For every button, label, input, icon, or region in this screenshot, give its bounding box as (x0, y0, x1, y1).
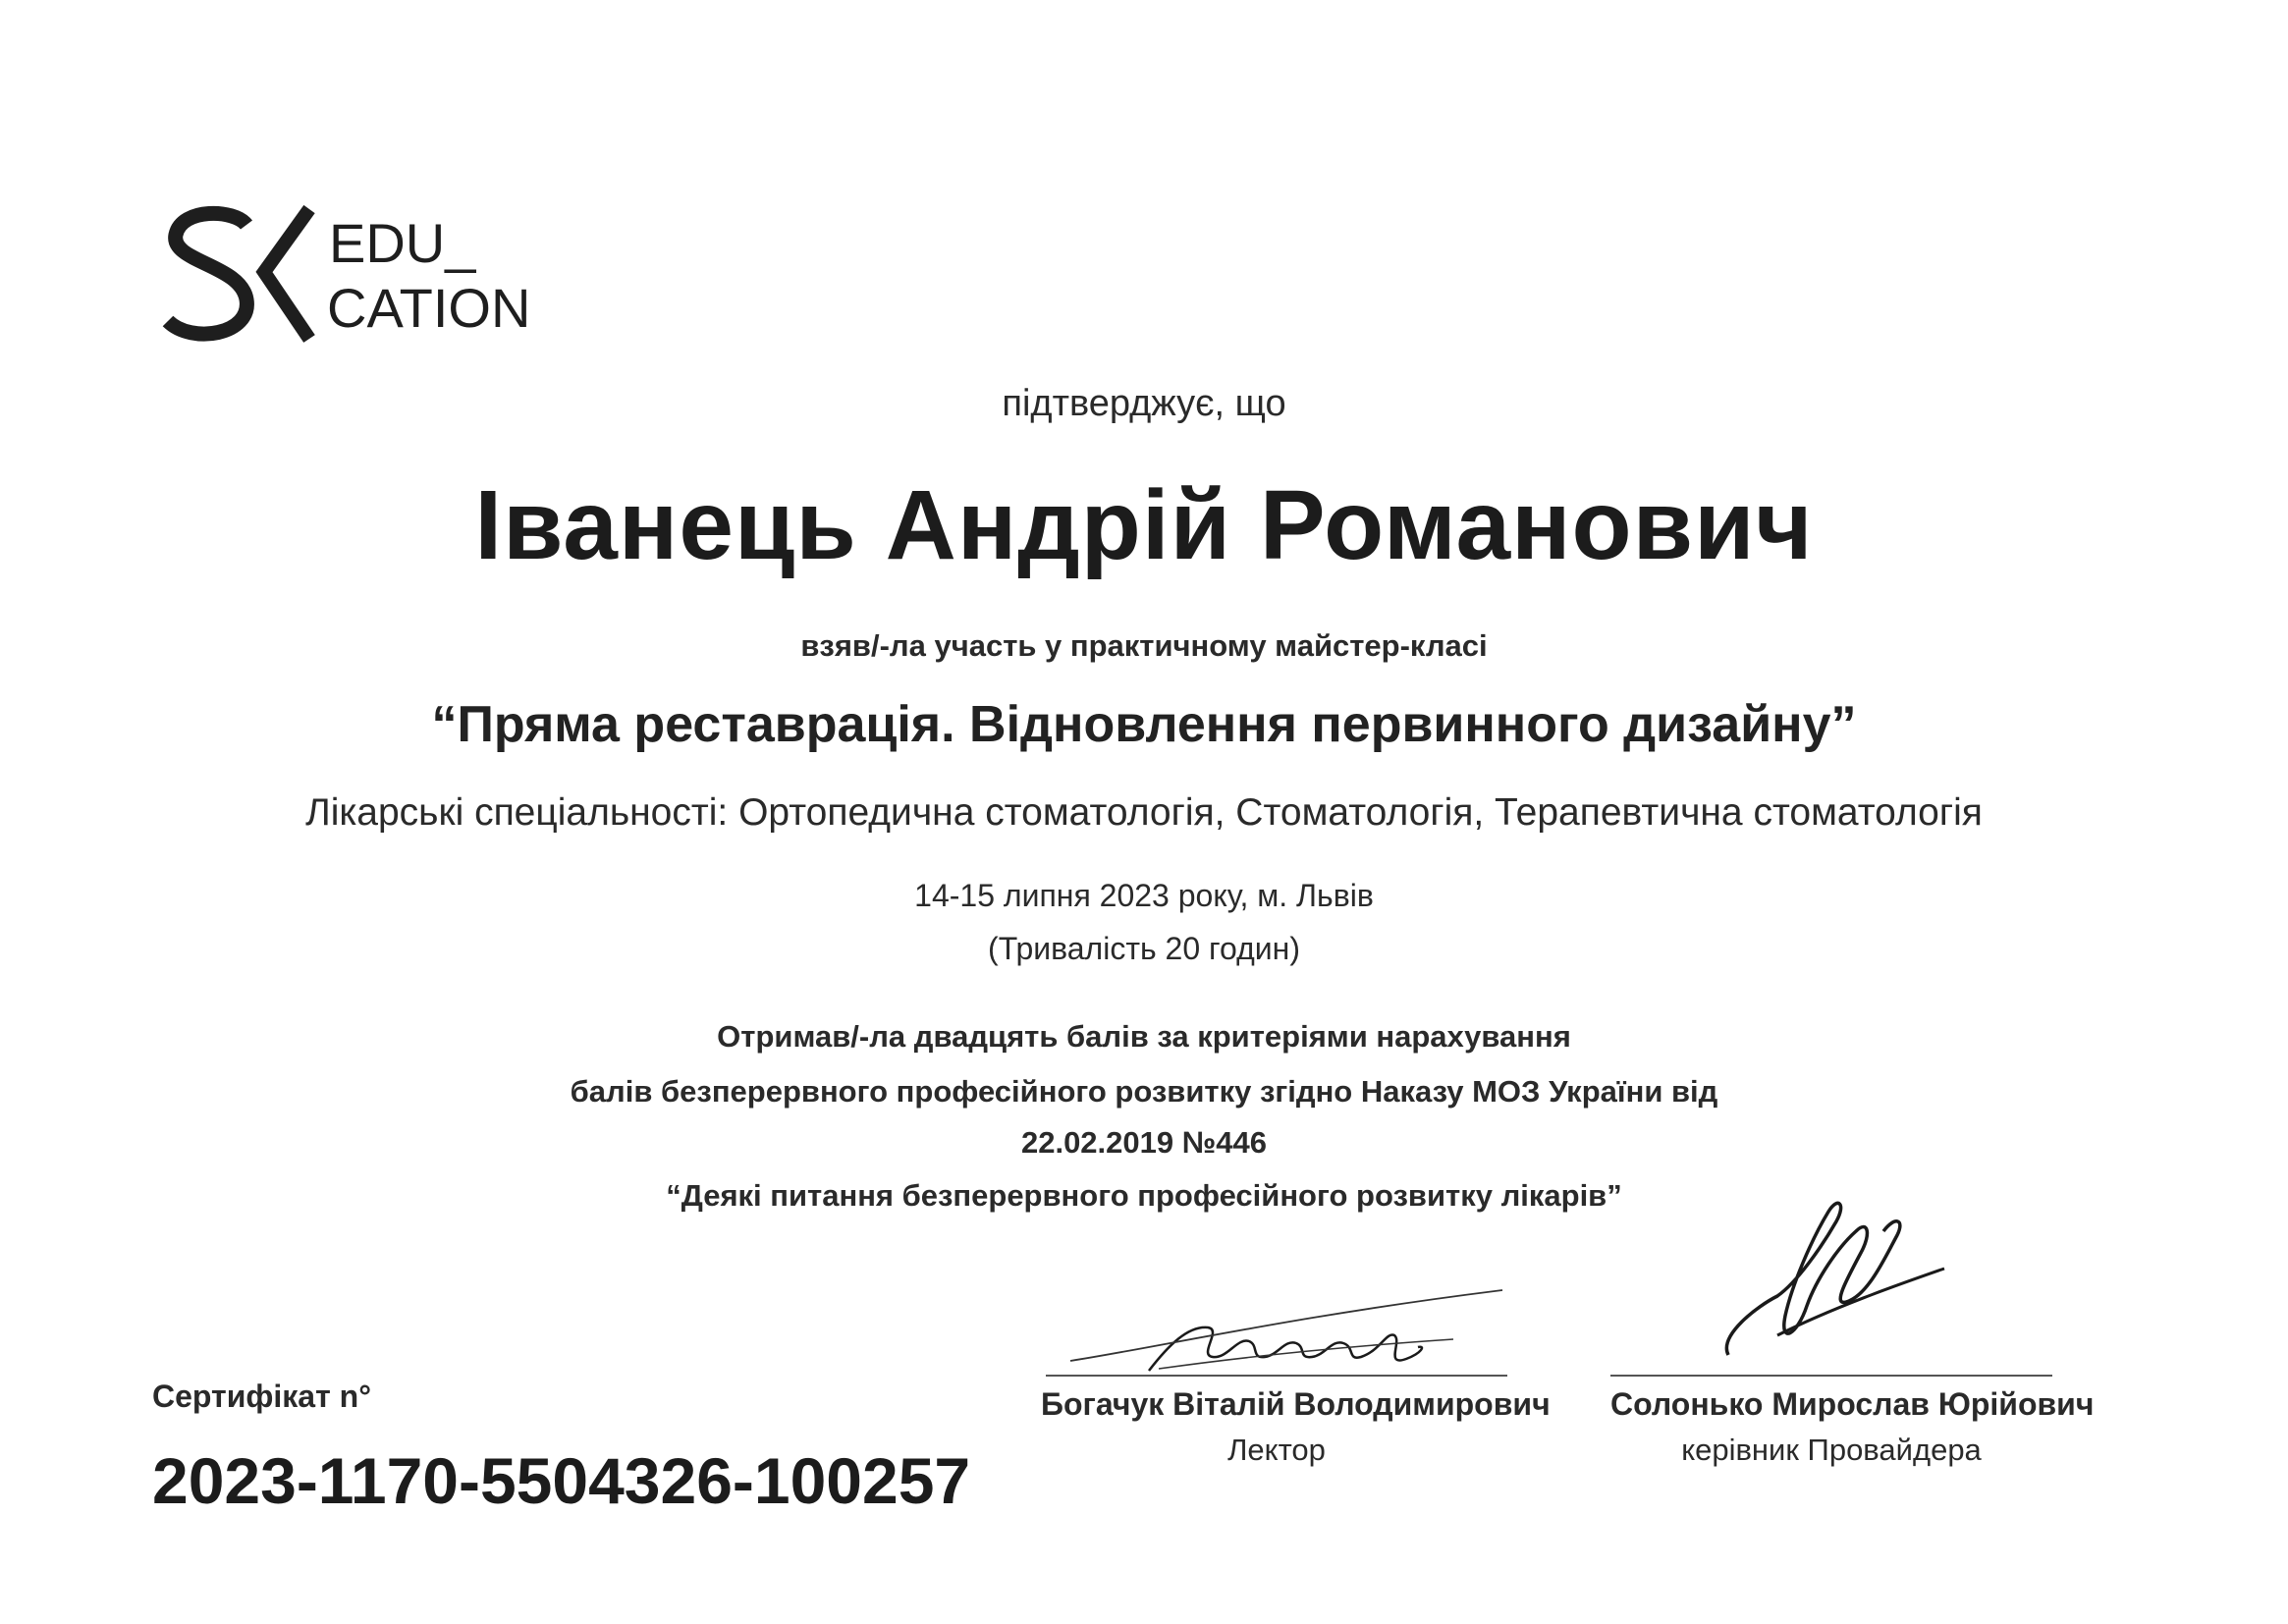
points-text-line2: балів безперервного професійного розвитку згідно Наказу МОЗ України від (570, 1074, 1718, 1109)
logo-text-line1: EDU_ (329, 212, 476, 274)
points-text-line1: Отримав/-ла двадцять балів за критеріями нарахування (717, 1019, 1571, 1054)
participation-text: взяв/-ла участь у практичному майстер-класі (800, 628, 1488, 663)
lecturer-signature-block (1041, 1276, 1551, 1468)
points-text-line4: “Деякі питання безперервного професійного розвитку лікарів” (666, 1178, 1622, 1213)
lecturer-name: Богачук Віталій Володимирович (1041, 1386, 1551, 1422)
provider-head-signature (1610, 1188, 2052, 1375)
provider-head-signature-block (1610, 1188, 2095, 1468)
duration-text: (Тривалість 20 годин) (988, 931, 1300, 966)
lecturer-role: Лектор (1227, 1433, 1326, 1467)
sk-logo-mark (162, 201, 535, 349)
points-text-line3: 22.02.2019 №446 (1020, 1125, 1268, 1160)
provider-head-signature-line (1610, 1375, 2052, 1377)
lecturer-signature (1041, 1276, 1512, 1375)
date-place-text: 14-15 липня 2023 року, м. Львів (914, 878, 1374, 913)
sk-education-logo (162, 201, 535, 349)
provider-head-name: Солонько Мирослав Юрійович (1610, 1386, 2095, 1422)
lecturer-signature-line (1046, 1375, 1507, 1377)
recipient-name: Іванець Андрій Романович (474, 470, 1814, 580)
certificate-label: Сертифікат n° (152, 1379, 371, 1414)
provider-head-role: керівник Провайдера (1681, 1433, 1982, 1467)
confirm-text: підтверджує, що (1002, 383, 1286, 424)
specialties-text: Лікарські спеціальності: Ортопедична стоматологія, Стоматологія, Терапевтична стоматологія (305, 791, 1983, 834)
course-title: “Пряма реставрація. Відновлення первинного дизайну” (431, 696, 1857, 753)
logo-text-line2: CATION (327, 277, 531, 339)
certificate-number: 2023-1170-5504326-100257 (152, 1444, 971, 1517)
